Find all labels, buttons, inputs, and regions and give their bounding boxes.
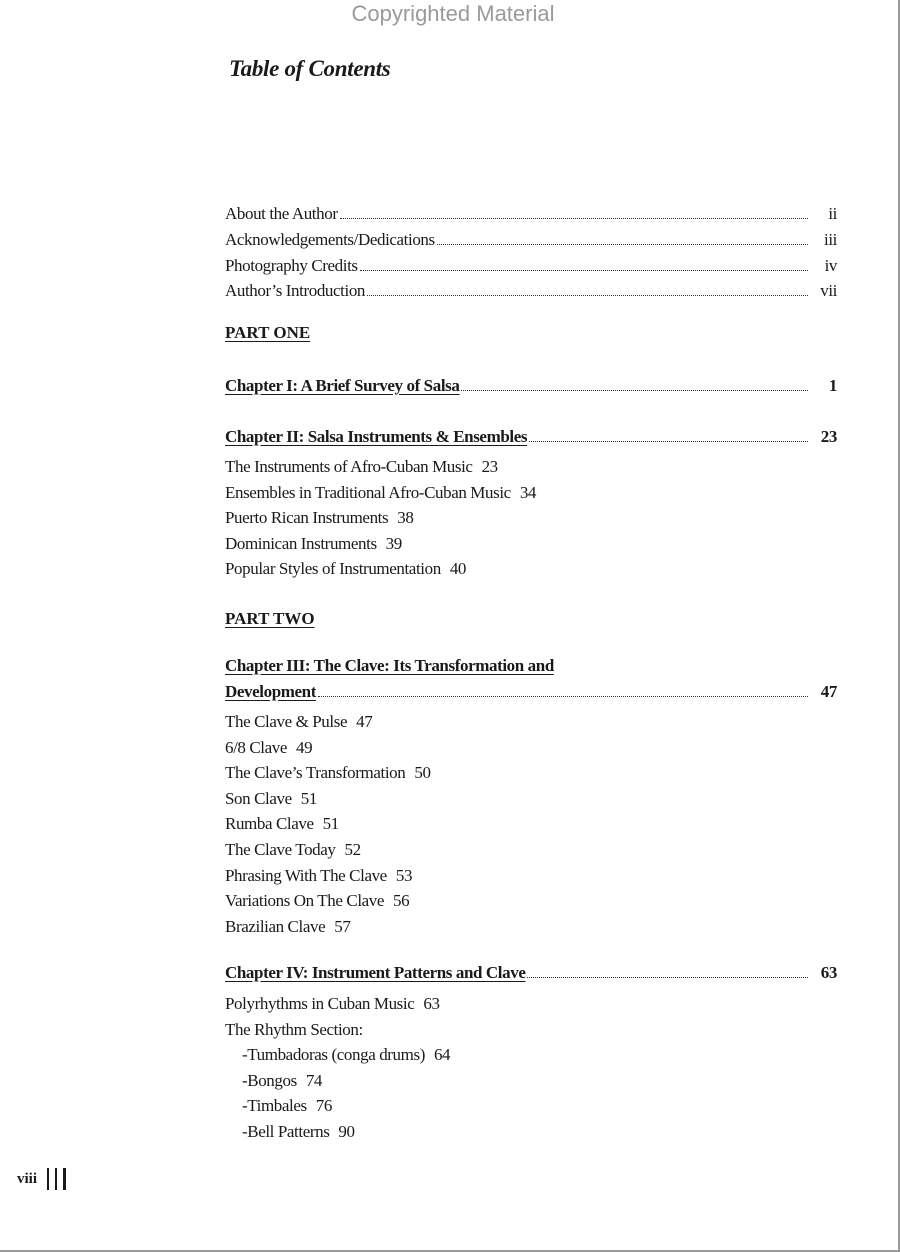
chapter-title: Chapter IV: Instrument Patterns and Clave [225,963,526,982]
section-label: The Clave & Pulse [225,712,348,731]
section-label: Phrasing With The Clave [225,865,387,885]
section-page: 23 [481,457,498,476]
dot-leader [340,218,808,219]
section-entry[interactable] [225,786,431,812]
section-label: The Clave’s Transformation [225,763,406,783]
chapter-title-line-1: Chapter III: The Clave: Its Transformation and [225,656,554,675]
toc-entry[interactable] [225,253,837,279]
subsection-label: -Timbales [242,1096,307,1116]
section-label: Son Clave [225,788,292,808]
subsection-entry[interactable] [225,1119,450,1145]
chapter-2-sections [225,454,536,582]
dot-leader [529,441,808,442]
subsection-entry[interactable] [225,1068,450,1094]
chapter-title: Chapter I: A Brief Survey of Salsa [225,376,460,395]
footer-rule-thin [47,1168,49,1190]
toc-entry-page: ii [828,204,837,223]
section-entry[interactable] [225,480,536,506]
subsection-entry[interactable] [225,1042,450,1068]
section-label: The Instruments of Afro-Cuban Music [225,457,473,476]
toc-entry-page: vii [820,281,837,301]
toc-entry[interactable] [225,227,837,253]
dot-leader [527,977,808,978]
subsection-label: -Bell Patterns [242,1121,330,1141]
chapter-page: 47 [820,681,837,701]
section-label: The Clave Today [225,839,336,859]
toc-entry[interactable] [225,278,837,304]
section-label: Polyrhythms in Cuban Music [225,994,415,1013]
section-page: 51 [322,814,339,834]
section-label: Rumba Clave [225,814,314,834]
page-title: Table of Contents [229,56,391,81]
section-page: 49 [296,737,313,757]
toc-entry-page: iii [824,229,837,249]
section-entry[interactable] [225,1017,450,1043]
subsection-page: 76 [315,1096,332,1116]
toc-entry-label: Acknowledgements/Dedications [225,229,435,249]
footer-page-number: viii [17,1170,38,1187]
section-entry[interactable] [225,888,431,914]
section-label: 6/8 Clave [225,737,288,757]
dot-leader [437,244,808,245]
section-label: Puerto Rican Instruments [225,508,389,528]
section-page: 39 [385,533,402,553]
chapter-4-sections [225,991,450,1145]
page-footer [17,1168,66,1190]
subsection-entry[interactable] [225,1093,450,1119]
dot-leader [360,270,808,271]
dot-leader [461,390,808,391]
subsection-label: -Tumbadoras (conga drums) [242,1045,425,1065]
section-entry[interactable] [225,837,431,863]
subsection-page: 64 [433,1045,451,1065]
footer-rule-thick [63,1168,66,1190]
section-label: Dominican Instruments [225,533,377,553]
section-page: 52 [344,839,361,859]
part-two-heading: PART TWO [225,609,315,628]
section-page: 51 [300,788,317,808]
section-entry[interactable] [225,863,431,889]
subsection-label: -Bongos [242,1070,297,1090]
chapter-3-sections [225,709,431,939]
section-label: Ensembles in Traditional Afro-Cuban Music [225,482,511,502]
copyright-watermark: Copyrighted Material [351,1,555,26]
toc-entry-label: About the Author [225,204,338,223]
toc-entry-label: Author’s Introduction [225,281,366,301]
chapter-title: Chapter II: Salsa Instruments & Ensembles [225,427,528,446]
front-matter-list [225,201,837,304]
toc-entry-page: iv [824,255,837,275]
chapter-4-entry[interactable] [225,960,837,986]
section-page: 40 [449,559,467,579]
section-entry[interactable] [225,556,536,582]
section-page: 34 [519,482,537,502]
dot-leader [318,696,808,697]
section-label: The Rhythm Section: [225,1019,363,1039]
toc-entry-label: Photography Credits [225,255,358,275]
section-entry[interactable] [225,991,450,1017]
part-one-heading: PART ONE [225,323,311,342]
subsection-page: 74 [305,1070,323,1090]
section-label: Brazilian Clave [225,916,326,936]
chapter-2-entry[interactable] [225,424,837,450]
section-label: Popular Styles of Instrumentation [225,559,441,579]
section-entry[interactable] [225,811,431,837]
section-page: 47 [356,712,373,731]
dot-leader [367,295,808,296]
chapter-page: 63 [820,963,837,982]
section-page: 56 [393,891,410,911]
chapter-page: 23 [820,427,837,446]
chapter-page: 1 [828,376,837,395]
chapter-3-entry[interactable] [225,653,837,705]
footer-rule-thin [55,1168,57,1190]
section-entry[interactable] [225,531,536,557]
section-label: Variations On The Clave [225,891,385,911]
section-entry[interactable] [225,914,431,940]
subsection-page: 90 [338,1121,355,1141]
section-entry[interactable] [225,735,431,761]
section-page: 50 [414,763,431,783]
section-page: 38 [397,508,414,528]
chapter-1-entry[interactable] [225,373,837,399]
section-entry[interactable] [225,760,431,786]
section-entry[interactable] [225,505,536,531]
section-entry[interactable] [225,454,536,480]
toc-entry[interactable] [225,201,837,227]
chapter-title-line-2: Development [225,681,316,701]
section-page: 63 [423,994,440,1013]
section-page: 53 [395,865,413,885]
section-page: 57 [334,916,351,936]
section-entry[interactable] [225,709,431,735]
